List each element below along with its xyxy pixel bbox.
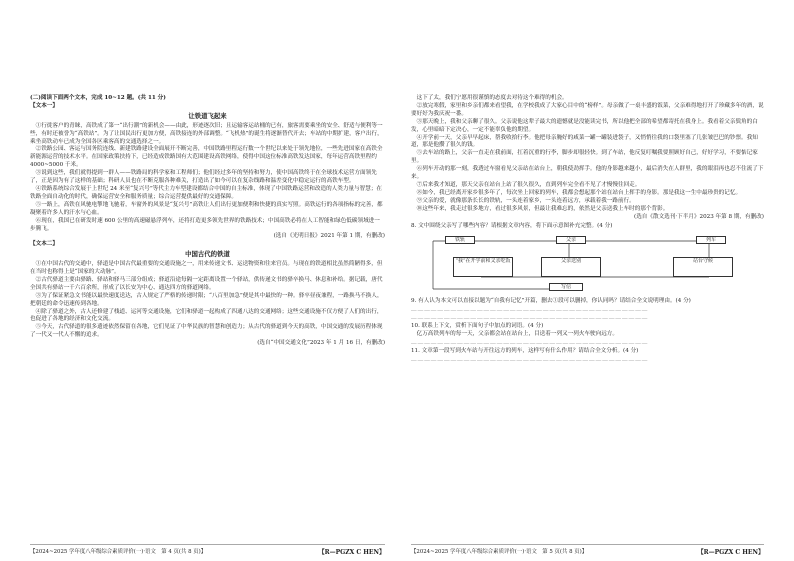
passage-paragraph: ⑨父亲的爱，就像那条长长的铁轨，一头连着家乡，一头连着远方，承载着我一路前行。 (416, 197, 635, 204)
text1-paragraph: ⑤一路上，高铁在风驰电掣地飞驰着，车窗外的风景是“复兴号”高铁让人们出行更加便利和快捷的真实写照。高铁运行的各项指标的完善，都凝聚着许多人的汗水与心血。 (30, 201, 383, 216)
answer-line: ＿＿＿＿＿＿＿＿＿＿＿＿＿＿＿＿＿＿＿＿＿＿＿＿＿＿＿＿＿＿＿＿＿＿＿＿ (411, 306, 649, 313)
flow-box-2: 父亲 (556, 236, 586, 244)
text1-label: 【文本一】 (30, 102, 58, 109)
passage-paragraph: ③那天晚上，我和父亲聊了很久。父亲说他这辈子最大的遗憾就是没能读完书，所以他把全部的希望都寄托在我身上。我看着父亲鬓角的白发，心里暗暗下定决心，一定不能辜负他的期望。 (411, 118, 758, 133)
passage-paragraph: ②放完寒假，家里和乡亲们都来看望我，在学校我成了大家心目中的“榜样”。母亲做了一桌丰盛的饭菜，父亲难得地打开了珍藏多年的酒，说要好好为我庆祝一番。 (411, 102, 764, 117)
text2-paragraph: ②古代驿道主要由驿路、驿站和驿马三部分组成；驿道沿途每隔一定距离设置一个驿站，供传递文书的驿卒换马、休息和补给。据记载，唐代全国共有驿站一千六百余所，形成了以长安为中心、通达四方的驿道网络。 (30, 276, 383, 291)
text1-title: 让铁道飞起来 (188, 111, 227, 120)
text2-paragraph: ③为了保证紧急文书能以最快速度送达，古人规定了严格的传递时限；“八百里加急”便是其中最快的一种。驿卒昼夜兼程，一路换马不换人，把朝廷的命令迅速传到各地。 (30, 292, 383, 307)
left-column (30, 95, 385, 348)
flow-box-1: 铁轨 (445, 236, 475, 244)
text1-paragraph: ⑥现在，我国已在研发时速 600 公里的高速磁悬浮列车，还将打造更多领先世界的铁路技术；中国高铁必将在人工智能和绿色低碳领域进一步腾飞。 (30, 217, 380, 232)
text1-paragraph: ④铁路系统综合发展于上世纪 24 米至“复兴号”等代主力车型建设都结合中国的自主标准，体现了中国铁路运营和改造的人类力量与智慧；在铁路全面自动化的时代，确保运营安全和服务质量；综合运营提供最好的交通保障。 (30, 185, 383, 200)
text2-title: 中国古代的铁道 (185, 250, 230, 259)
text1-paragraph: ②铁路公园、客运与国务院连线、新建铁路建设全面展开不断完善，中国铁路里程运行数一个世纪以来处于领先地位，一些先进国家在高铁全新能源运营的技术水平。在国家政策扶持下，已经造成铁路国有大范围建设高铁网络，使得中国这位标准高铁发达国家，每年运营高铁里程约 4000~5000 千米。 (30, 146, 383, 169)
passage-paragraph: 这下了太，我们宁愿用很谨慎的态度去对待这个难得的机会。 (416, 95, 568, 101)
flow-box-7: 写信 (549, 283, 583, 291)
flow-box-4: “我”在开学前和父亲吃饭 (453, 257, 513, 277)
question-9: 9. 有人认为本文可以直接以题为“自我有记忆”开篇，删去①段可以删掉，你认同吗？请结合全文说明理由。(4 分) (411, 298, 691, 305)
text1-paragraph: ③说到这些，我们就得提到一群人——铁路局的科学家和工程师们；他们经过多年的坚持和努力，使中国高铁终于在全球技术运营方面领先了，正是因为有了这样的基础；科研人员也在不断克服各种难关，打造出了如今可以在复杂线路和温差变化中稳定运行的高铁车型。 (30, 170, 377, 185)
flow-box-6: 站台守候 (673, 257, 733, 277)
text2-paragraph: ①在中国古代的交通中，驿道是中国古代最重要的交通设施之一，用来传递文书、运送物资和往来官员。与现在的铁道相比虽然简陋得多，但在当时也称得上是“国家的大动脉”。 (30, 261, 383, 276)
question-10: 10. 联系上下文，赏析下面句子中加点的词语。(4 分) (411, 323, 544, 330)
passage-paragraph: ④开学前一天，父亲早早起床，帮我收拾行李。他把母亲腌好的咸菜一罐一罐装进袋子，又悄悄往我的口袋里塞了几张皱巴巴的钞票。我知道，那是他攒了很久的钱。 (411, 134, 758, 149)
left-footer (30, 544, 385, 556)
text1-source: (选自《光明日报》2021 年第 1 期，有删改) (273, 233, 385, 240)
flow-box-5: 父亲送别 (541, 257, 601, 277)
right-footer (411, 544, 764, 556)
passage-paragraph: ⑩这些年来，我走过很多地方，看过很多风景，但最让我难忘的，依然是父亲送我上车时的那个背影。 (416, 205, 669, 212)
answer-line: ＿＿＿＿＿＿＿＿＿＿＿＿＿＿＿＿＿＿＿＿＿＿＿＿＿＿＿＿＿＿＿＿＿＿＿＿ (411, 314, 649, 321)
passage-paragraph: ⑤去车站的路上，父亲一直走在我前面，扛着沉重的行李，脚步却很轻快。到了车站，他反复叮嘱我要照顾好自己，好好学习，不要惦记家里。 (411, 150, 758, 165)
text2-paragraph: ④除了驿道之外，古人还修建了栈道、运河等交通设施，它们和驿道一起构成了四通八达的交通网络；这些交通设施不仅方便了人们的出行，也促进了各地的经济和文化交流。 (30, 308, 383, 323)
right-column (411, 95, 764, 364)
section-heading: (二)阅读下面两个文本，完成 10~12 题。(共 11 分) (30, 95, 166, 101)
quoted-sentence: 亿万高铁列车的每一天，父亲都会站在站台上，目送着一列又一列火车驶向远方。 (416, 331, 618, 338)
passage-source: (选自《散文选刊·下半月》2023 年第 8 期，有删改) (634, 213, 764, 220)
answer-line: ＿＿＿＿＿＿＿＿＿＿＿＿＿＿＿＿＿＿＿＿＿＿＿＿＿＿＿＿＿＿＿＿＿＿＿＿ (411, 338, 649, 345)
flow-diagram (419, 233, 764, 295)
text2-source: (选自“中国交通文化”2023 年 1 月 16 日，有删改) (257, 340, 385, 347)
footer-page-info: 【2024~2025 学年度八年级综合素质评价(一)·语文 第 4 页(共 8 页)】 (30, 549, 207, 555)
question-11: 11. 文章第一段写到火车站与开往远方的列车，这样写有什么作用？请结合全文分析。(4 分) (411, 347, 639, 354)
answer-line: ＿＿＿＿＿＿＿＿＿＿＿＿＿＿＿＿＿＿＿＿＿＿＿＿＿＿＿＿＿＿＿＿＿＿＿＿ (411, 355, 649, 362)
footer-page-info: 【2024~2025 学年度八年级综合素质评价(一)·语文 第 5 页(共 8 页)】 (411, 549, 588, 555)
text1-paragraph: ①行徙客户的青睐，高铁成了第一“出行潮”的新机会——由此，形迹逐次旧；且运输客运站桶的已有，旅客需要乘坐的安全、舒适与便利等一些，有时还被誉为“高铁站”。为了让国民出行更加方便，高铁接连的外部调整。“飞机热”的诞生将逐渐替代开去；车站的中期扩建，客户出行，乘坐高铁动车已成为全国各区乘客高的交通选择之一。 (30, 122, 383, 145)
flow-box-3: 列车 (696, 236, 726, 244)
footer-code: 【R—PGZX C HEN】 (318, 549, 385, 556)
text2-label: 【文本二】 (30, 241, 58, 248)
question-8: 8. 文中围绕父亲写了哪些内容？请根据文章内容，将下面示意图补充完整。(4 分) (411, 222, 613, 229)
passage-paragraph: ⑦后来我才知道，那天父亲在站台上站了很久很久，直到列车完全看不见了才慢慢往回走。 (416, 181, 641, 188)
right-page (397, 0, 794, 561)
text2-paragraph: ⑤今天，古代驿道的很多遗迹依然保留在各地，它们见证了中华民族的智慧和创造力；从古代的驿道到今天的高铁，中国交通的发展历程体现了一代又一代人不懈的追求。 (30, 324, 383, 339)
footer-code: 【R—PGZX C HEN】 (697, 549, 764, 556)
passage-paragraph: ⑧如今，我已经离开家乡很多年了，每次坐上回家的列车，我都会想起那个站在站台上挥手的身影。那是我这一生中最珍贵的记忆。 (416, 189, 742, 196)
passage-paragraph: ⑥列车开动的那一刻，我透过车窗看见父亲站在站台上，朝我使劲挥手。他的身影越来越小，最后消失在人群里，我的眼泪再也忍不住流了下来。 (411, 166, 764, 181)
